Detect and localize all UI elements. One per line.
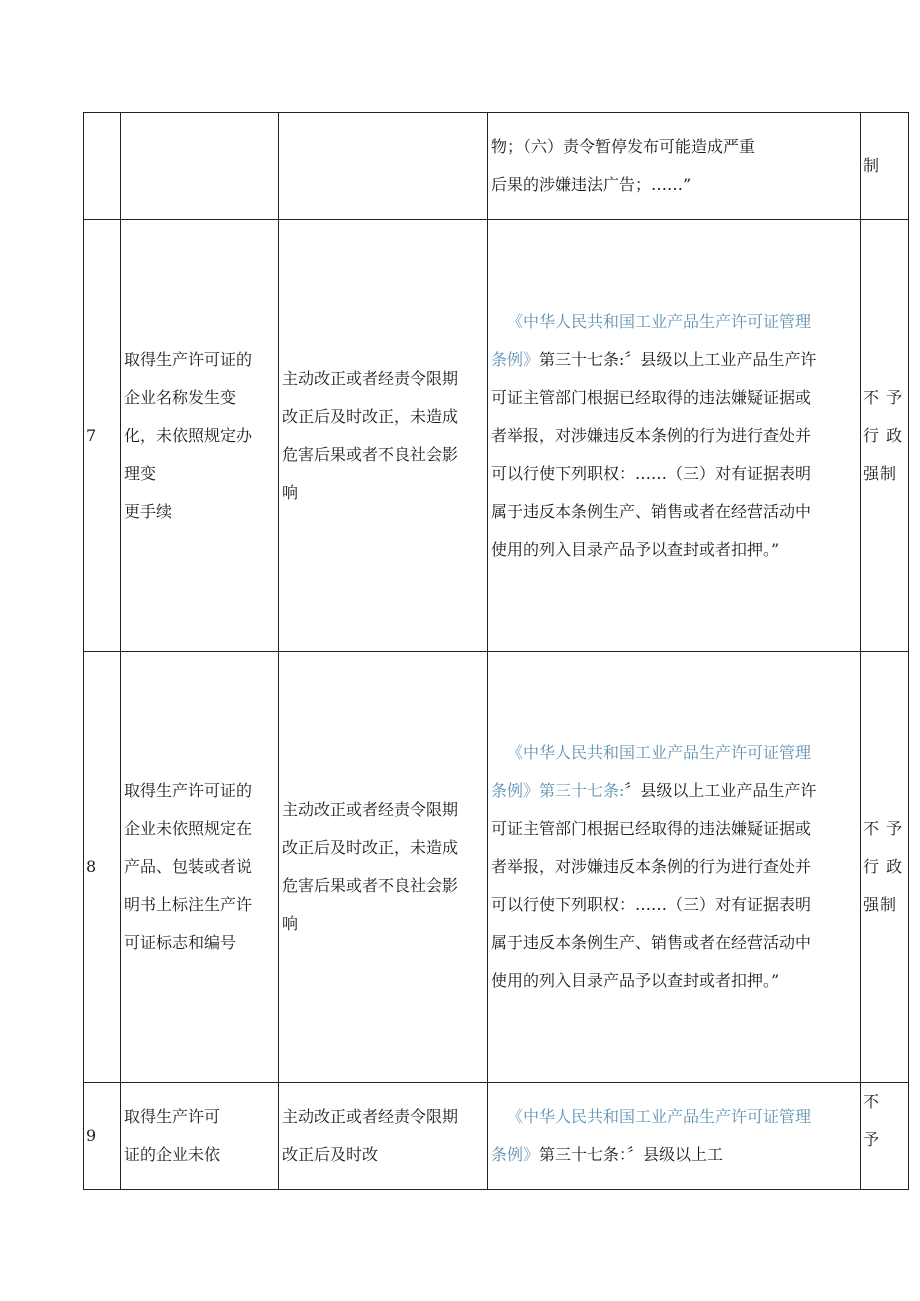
basis-line: 可证主管部门根据已经取得的违法嫌疑证据或	[491, 387, 812, 407]
table-row	[84, 1083, 909, 1190]
penalty-cell	[861, 113, 909, 220]
penalty-cell	[861, 652, 909, 1083]
measure-line: 改正后及时改正，未造成	[282, 838, 459, 857]
measure-line: 改正后及时改正，未造成	[282, 406, 459, 426]
table-row	[84, 652, 909, 1083]
regulation-reference-cont: 条例》第三十七条:	[491, 781, 625, 800]
basis-text: 第三十七条:〞县级以上工业产品生产许	[539, 349, 817, 369]
basis-line: 后果的涉嫌违法广告；……”	[491, 175, 692, 194]
penalty-line: 不 予	[863, 819, 904, 838]
regulation-reference: 《中华人民共和国工业产品生产许可证管理	[507, 1107, 812, 1126]
condition-line: 取得生产许可证的	[124, 349, 253, 369]
penalty-line: 予	[863, 1130, 881, 1149]
basis-cell	[488, 652, 861, 1083]
basis-line: 物；（六）责令暂停发布可能造成严重	[491, 137, 756, 156]
penalty-line: 制	[863, 156, 881, 175]
row-number: 7	[84, 220, 121, 652]
measure-line: 主动改正或者经责令限期	[282, 368, 459, 388]
condition-line: 化，未依照规定办	[124, 425, 253, 445]
condition-line: 证的企业未依	[124, 1145, 221, 1164]
condition-cell	[121, 113, 279, 220]
regulation-reference: 《中华人民共和国工业产品生产许可证管理	[507, 743, 812, 762]
measure-cell	[279, 113, 488, 220]
measure-line: 主动改正或者经责令限期	[282, 1107, 459, 1126]
basis-cell	[488, 1083, 861, 1190]
measure-cell	[279, 1083, 488, 1190]
condition-line: 可证标志和编号	[124, 933, 237, 952]
measure-line: 危害后果或者不良社会影	[282, 876, 459, 895]
basis-text: 第三十七条：〞县级以上工	[539, 1145, 724, 1164]
penalty-line: 不 予	[863, 387, 904, 407]
basis-line: 可以行使下列职权：……（三）对有证据表明	[491, 463, 812, 483]
penalty-line: 行 政	[863, 425, 904, 445]
row-number: 8	[84, 652, 121, 1083]
row-number: 9	[84, 1083, 121, 1190]
penalty-line: 不	[863, 1092, 881, 1111]
basis-line: 使用的列入目录产品予以查封或者扣押。”	[491, 539, 780, 559]
basis-line: 者举报，对涉嫌违反本条例的行为进行查处并	[491, 425, 812, 445]
basis-line: 可证主管部门根据已经取得的违法嫌疑证据或	[491, 819, 812, 838]
penalty-line: 强制	[863, 463, 898, 483]
basis-line: 可以行使下列职权：……（三）对有证据表明	[491, 895, 812, 914]
table-row	[84, 113, 909, 220]
regulation-reference-cont: 条例》	[491, 349, 540, 369]
measure-line: 响	[282, 914, 299, 933]
basis-line: 者举报，对涉嫌违反本条例的行为进行查处并	[491, 857, 812, 876]
measure-line: 主动改正或者经责令限期	[282, 800, 459, 819]
row-number	[84, 113, 121, 220]
basis-cell	[488, 220, 861, 652]
condition-line: 取得生产许可	[124, 1107, 221, 1126]
basis-text: 〞县级以上工业产品生产许	[624, 781, 817, 800]
penalty-cell	[861, 220, 909, 652]
measure-cell	[279, 220, 488, 652]
condition-line: 产品、包装或者说	[124, 857, 253, 876]
regulation-reference: 《中华人民共和国工业产品生产许可证管理	[507, 311, 812, 331]
measure-line: 改正后及时改	[282, 1145, 379, 1164]
penalty-line: 强制	[863, 895, 898, 914]
measure-cell	[279, 652, 488, 1083]
condition-line: 理变	[124, 463, 157, 483]
basis-cell	[488, 113, 861, 220]
condition-line: 企业未依照规定在	[124, 819, 253, 838]
condition-cell	[121, 1083, 279, 1190]
table-row	[84, 220, 909, 652]
measure-line: 响	[282, 482, 299, 502]
basis-line: 属于违反本条例生产、销售或者在经营活动中	[491, 501, 812, 521]
condition-line: 企业名称发生变	[124, 387, 237, 407]
condition-line: 明书上标注生产许	[124, 895, 253, 914]
basis-line: 属于违反本条例生产、销售或者在经营活动中	[491, 933, 812, 952]
penalty-line: 行 政	[863, 857, 904, 876]
condition-line: 更手续	[124, 501, 173, 521]
regulation-reference-cont: 条例》	[491, 1145, 540, 1164]
condition-cell	[121, 220, 279, 652]
penalty-cell	[861, 1083, 909, 1190]
condition-line: 取得生产许可证的	[124, 781, 253, 800]
basis-line: 使用的列入目录产品予以查封或者扣押。”	[491, 971, 780, 990]
regulation-table	[83, 112, 909, 1190]
measure-line: 危害后果或者不良社会影	[282, 444, 459, 464]
condition-cell	[121, 652, 279, 1083]
